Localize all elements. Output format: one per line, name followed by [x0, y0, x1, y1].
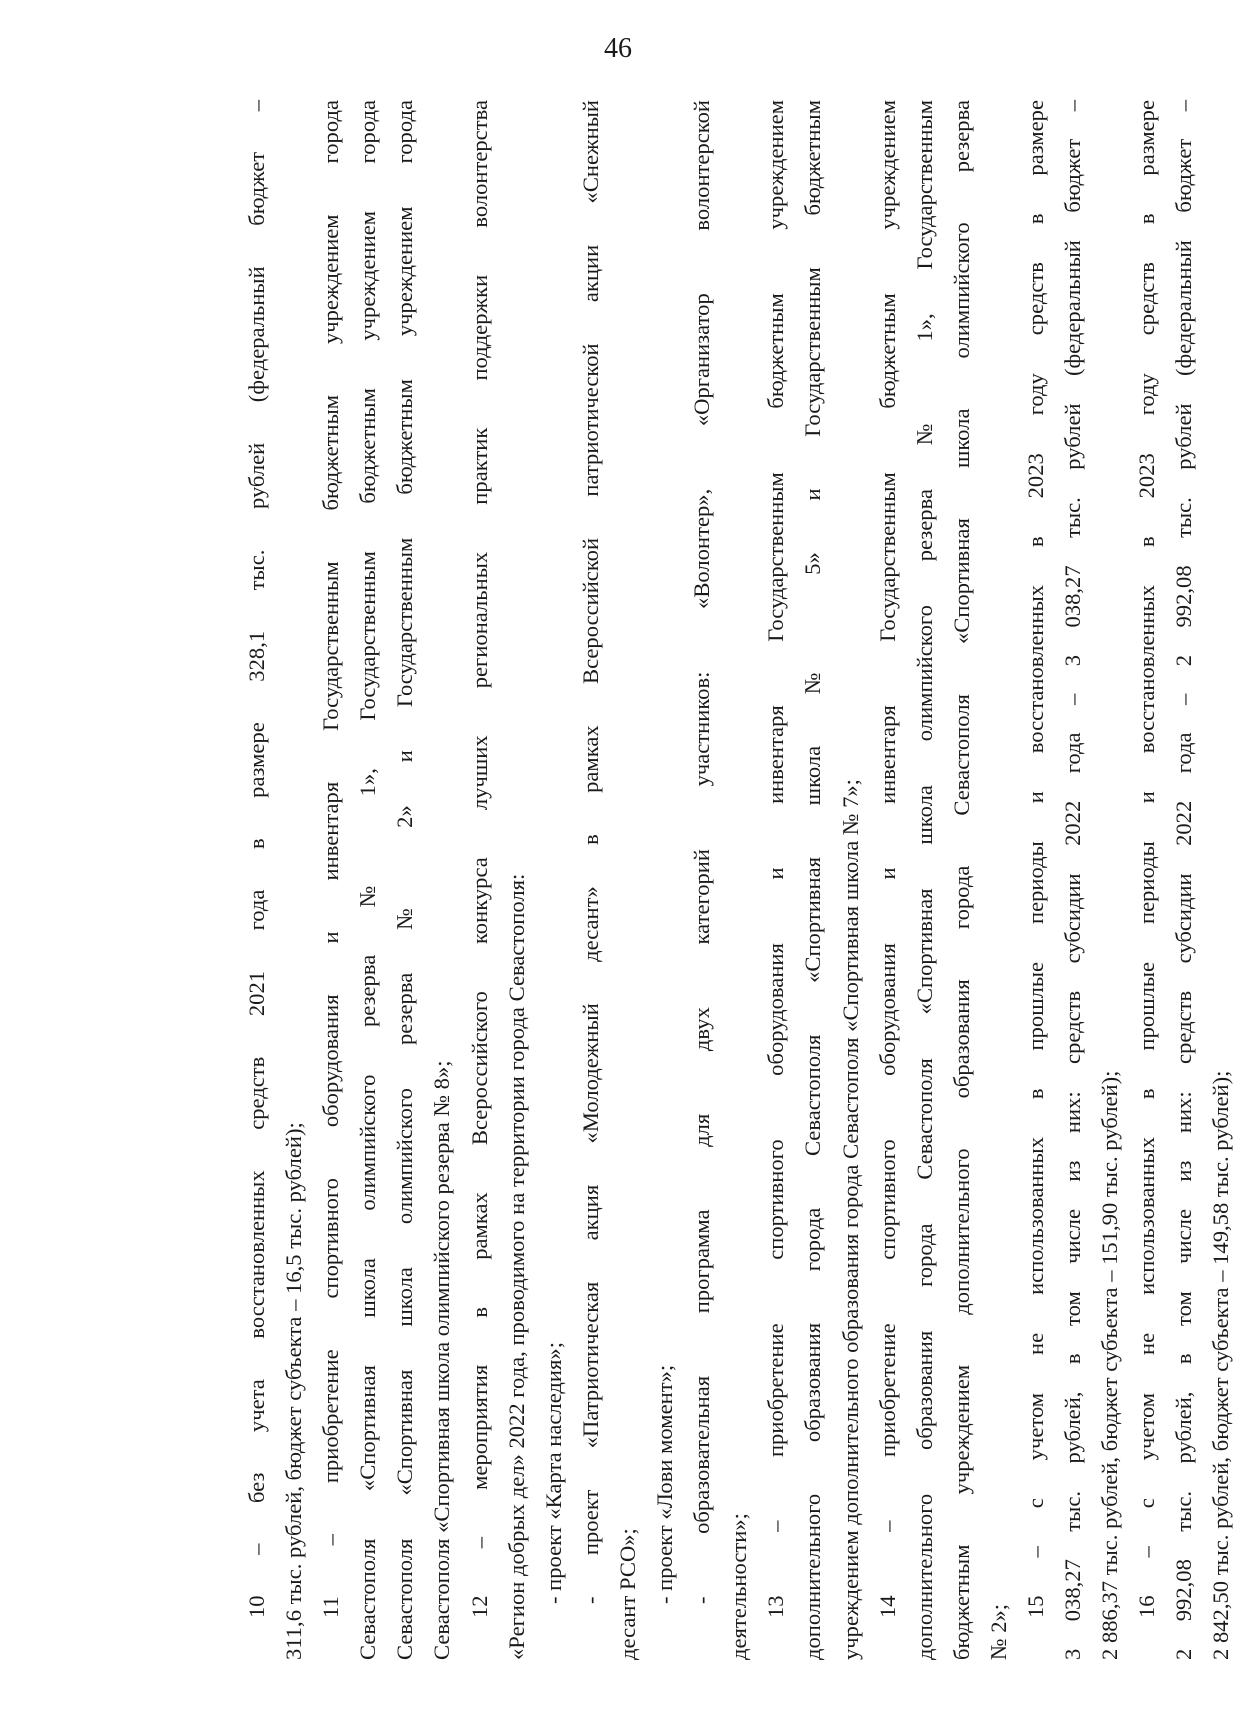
text-line: 3 038,27 тыс. рублей, в том числе из них: средств субсидии 2022 года – 3 038,27 тыс. рублей (федеральный бюджет – [1060, 100, 1086, 1660]
text-line: 2 842,50 тыс. рублей, бюджет субъекта – 149,58 тыс. рублей); [1208, 1070, 1234, 1660]
text-line: десант РСО»; [614, 1528, 640, 1660]
text-line: 2 992,08 тыс. рублей, в том числе из них: средств субсидии 2022 года – 2 992,08 тыс. рублей (федеральный бюджет – [1171, 100, 1197, 1660]
text-line: Севастополя «Спортивная школа олимпийского резерва № 1», Государственным бюджетным учреждением города [355, 100, 381, 1660]
text-line: 14 – приобретение спортивного оборудования и инвентаря Государственным бюджетным учреждением [874, 100, 900, 1618]
text-line: учреждением дополнительного образования города Севастополя «Спортивная школа № 7»; [837, 779, 863, 1660]
page-number: 46 [604, 33, 632, 64]
text-line: 2 886,37 тыс. рублей, бюджет субъекта – 151,90 тыс. рублей); [1097, 1070, 1123, 1660]
text-line: 13 – приобретение спортивного оборудования и инвентаря Государственным бюджетным учреждением [763, 100, 789, 1618]
text-line: 10 – без учета восстановленных средств 2021 года в размере 328,1 тыс. рублей (федеральный бюджет – [244, 100, 269, 1618]
text-line: 15 – с учетом не использованных в прошлые периоды и восстановленных в 2023 году средств в размере [1022, 100, 1048, 1618]
text-line: № 2»; [985, 1603, 1011, 1660]
text-line: дополнительного образования города Севастополя «Спортивная школа № 5» и Государственным бюджетным [800, 100, 826, 1660]
text-line: - образовательная программа для двух категорий участников: «Волонтер», «Организатор волонтерской [689, 100, 715, 1604]
text-line: - проект «Патриотическая акция «Молодежный десант» в рамках Всероссийской патриотической акции «Снежный [577, 100, 603, 1604]
text-line: 11 – приобретение спортивного оборудования и инвентаря Государственным бюджетным учреждением города [318, 100, 344, 1618]
text-line: Севастополя «Спортивная школа олимпийского резерва № 2» и Государственным бюджетным учреждением города [392, 100, 418, 1660]
text-line: «Регион добрых дел» 2022 года, проводимого на территории города Севастополя: [503, 873, 529, 1660]
text-line: бюджетным учреждением дополнительного образования города Севастополя «Спортивная школа олимпийского резерва [948, 100, 974, 1660]
text-line: деятельности»; [726, 1513, 752, 1660]
rotated-text-block [238, 100, 1234, 1660]
text-line: - проект «Карта наследия»; [540, 1342, 566, 1604]
text-line: - проект «Лови момент»; [652, 1364, 678, 1604]
text-line: 311,6 тыс. рублей, бюджет субъекта – 16,5 тыс. рублей); [281, 1122, 307, 1660]
text-line: Севастополя «Спортивная школа олимпийского резерва № 8»; [429, 1060, 455, 1660]
text-line: 12 – мероприятия в рамках Всероссийского конкурса лучших региональных практик поддержки волонтерства [466, 100, 492, 1618]
text-line: дополнительного образования города Севастополя «Спортивная школа олимпийского резерва № 1», Государственным [911, 100, 937, 1660]
text-line: 16 – с учетом не использованных в прошлые периоды и восстановленных в 2023 году средств в размере [1134, 100, 1160, 1618]
